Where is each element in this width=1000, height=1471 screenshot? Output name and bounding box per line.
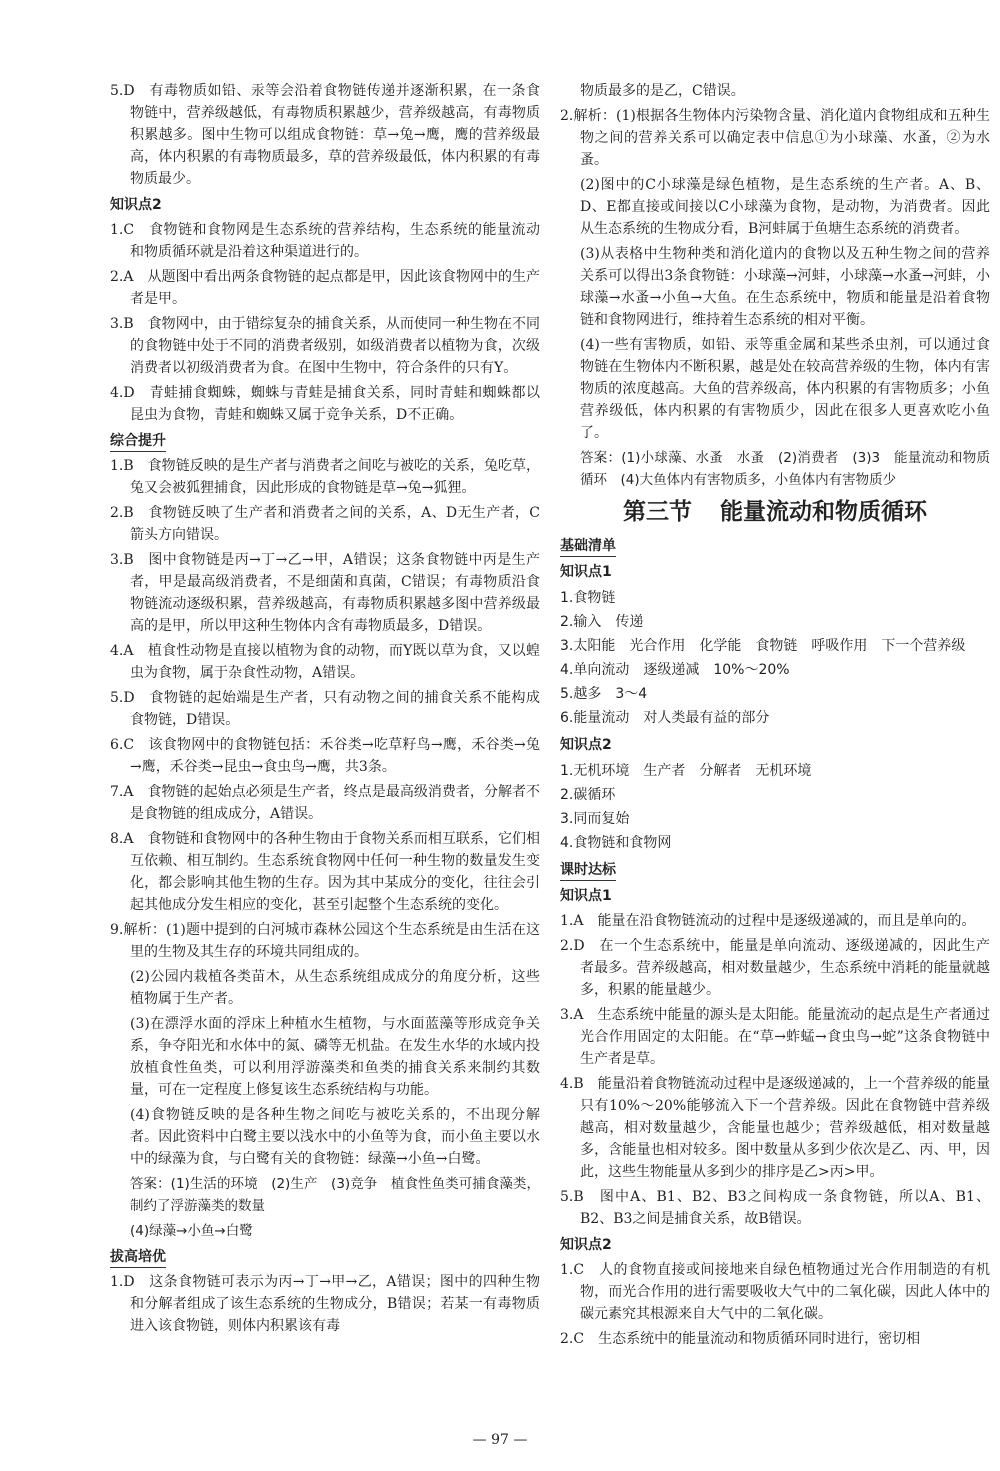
answer-item: 1.C 人的食物直接或间接地来自绿色植物通过光合作用制造的有机物，而光合作用的进行需要吸收大气中的二氧化碳，因此人体中的碳元素究其根源来自大气中的二氧化碳。 (560, 1262, 990, 1322)
section-heading-text: 综合提升 (110, 432, 166, 452)
section-name: 能量流动和物质循环 (720, 499, 927, 525)
answer-item: 5.D 食物链的起始端是生产者，只有动物之间的捕食关系不能构成食物链，D错误。 (110, 690, 540, 728)
list-item: 4.食物链和食物网 (560, 835, 672, 851)
knowledge-point-heading: 知识点2 (110, 197, 162, 213)
answer-item: 5.B 图中A、B1、B2、B3之间构成一条食物链，所以A、B1、B2、B3之间是捕食关系，故B错误。 (560, 1189, 990, 1227)
answer-item: 1.B 食物链反映的是生产者与消费者之间吃与被吃的关系，兔吃草，兔又会被狐狸捕食，因此形成的食物链是草→兔→狐狸。 (110, 458, 540, 496)
answer-key: 答案：(1)生活的环境 (2)生产 (3)竞争 植食性鱼类可捕食藻类，制约了浮游藻类的数量 (130, 1176, 540, 1214)
list-item: 1.食物链 (560, 590, 616, 606)
answer-item: 1.D 这条食物链可表示为丙→丁→甲→乙，A错误；图中的四种生物和分解者组成了该生态系统的生物成分，B错误；若某一有毒物质进入该食物链，则体内积累该有毒 (110, 1274, 540, 1334)
list-item: 6.能量流动 对人类最有益的部分 (560, 710, 770, 726)
answer-item: 8.A 食物链和食物网中的各种生物由于食物关系而相互联系，它们相互依赖、相互制约。生态系统食物网中任何一种生物的数量发生变化，都会影响其他生物的生存。因为其中某成分的变化，往往会引起其他成分发生相应的变化，甚至引起整个生态系统的变化。 (110, 831, 540, 913)
list-item: 1.无机环境 生产者 分解者 无机环境 (560, 763, 812, 779)
answer-item: 2.D 在一个生态系统中，能量是单向流动、逐级递减的，因此生产者最多。营养级越高，相对数量越少，生态系统中消耗的能量就越多，积累的能量越少。 (560, 938, 990, 998)
answer-item: 1.A 能量在沿食物链流动的过程中是逐级递减的，而且是单向的。 (560, 913, 976, 929)
answer-item-continued: (2)公园内栽植各类苗木，从生态系统组成成分的角度分析，这些植物属于生产者。 (130, 969, 540, 1007)
answer-item: 3.A 生态系统中能量的源头是太阳能。能量流动的起点是生产者通过光合作用固定的太阳能。在“草→蚱蜢→食虫鸟→蛇”这条食物链中生产者是草。 (560, 1007, 990, 1067)
answer-item: 1.C 食物链和食物网是生态系统的营养结构，生态系统的能量流动和物质循环就是沿着这种渠道进行的。 (110, 222, 540, 260)
section-heading (110, 430, 540, 452)
answer-item: 2.B 食物链反映了生产者和消费者之间的关系，A、D无生产者，C箭头方向错误。 (110, 505, 540, 543)
section-heading-text: 课时达标 (560, 861, 616, 881)
answer-item: 5.D 有毒物质如铅、汞等会沿着食物链传递并逐渐积累，在一条食物链中，营养级越低，有毒物质积累越少，营养级越高，有毒物质积累越多。图中生物可以组成食物链：草→兔→鹰，鹰的营养级最高，体内积累的有毒物质最多，草的营养级最低，体内积累的有毒物质最少。 (110, 83, 540, 187)
answer-item: 2.解析：(1)根据各生物体内污染物含量、消化道内食物组成和五种生物之间的营养关系可以确定表中信息①为小球藻、水蚤，②为水蚤。 (560, 108, 990, 168)
answer-item: 3.B 食物网中，由于错综复杂的捕食关系，从而使同一种生物在不同的食物链中处于不同的消费者级别，如级消费者以植物为食，次级消费者以初级消费者为食。在图中生物中，符合条件的只有Y。 (110, 316, 540, 376)
section-heading (110, 1246, 540, 1268)
answer-item: 7.A 食物链的起始点必须是生产者，终点是最高级消费者，分解者不是食物链的组成成分，A错误。 (110, 784, 540, 822)
answer-item-continued: 物质最多的是乙，C错误。 (580, 83, 745, 99)
section-heading-text: 拔高培优 (110, 1248, 166, 1268)
answer-item-continued: (3)在漂浮水面的浮床上种植水生植物，与水面蓝藻等形成竞争关系，争夺阳光和水体中的氮、磷等无机盐。在发生水华的水域内投放植食性鱼类，可以利用浮游藻类和鱼类的捕食关系来制约其数量，可在一定程度上修复该生态系统结构与功能。 (130, 1016, 540, 1098)
answer-item: 4.D 青蛙捕食蜘蛛，蜘蛛与青蛙是捕食关系，同时青蛙和蜘蛛都以昆虫为食物，青蛙和蜘蛛又属于竞争关系，D不正确。 (110, 385, 540, 423)
answer-item-continued: (4)一些有害物质，如铅、汞等重金属和某些杀虫剂，可以通过食物链在生物体内不断积累，越是处在较高营养级的生物，体内有害物质的浓度越高。大鱼的营养级高，体内积累的有害物质多；小鱼营养级低，体内积累的有害物质少，因此在很多人更喜欢吃小鱼了。 (580, 337, 990, 441)
answer-item: 3.B 图中食物链是丙→丁→乙→甲，A错误；这条食物链中丙是生产者，甲是最高级消费者，不是细菌和真菌，C错误；有毒物质沿食物链流动逐级积累，营养级越高，有毒物质积累越多图中营养级最高的是甲，所以甲这种生物体内含有毒物质最多，D错误。 (110, 552, 540, 634)
answer-item-continued: (3)从表格中生物种类和消化道内的食物以及五种生物之间的营养关系可以得出3条食物链：小球藻→河蚌，小球藻→水蚤→河蚌，小球藻→水蚤→小鱼→大鱼。在生态系统中，物质和能量是沿着食物链和食物网进行，维持着生态系统的相对平衡。 (580, 246, 990, 328)
answer-item: 2.A 从题图中看出两条食物链的起点都是甲，因此该食物网中的生产者是甲。 (110, 269, 540, 307)
right-column (560, 80, 990, 1353)
section-number: 第三节 (623, 499, 692, 525)
list-item: 3.太阳能 光合作用 化学能 食物链 呼吸作用 下一个营养级 (560, 638, 966, 654)
answer-item-continued: (4)食物链反映的是各种生物之间吃与被吃关系的，不出现分解者。因此资料中白鹭主要以浅水中的小鱼等为食，而小鱼主要以水中的绿藻为食，与白鹭有关的食物链：绿藻→小鱼→白鹭。 (130, 1107, 540, 1167)
answer-item-continued: (2)图中的C小球藻是绿色植物，是生态系统的生产者。A、B、D、E都直接或间接以C小球藻为食物，是动物，为消费者。因此从生态系统的生物成分看，B河蚌属于鱼塘生态系统的消费者。 (580, 177, 990, 237)
list-item: 5.越多 3～4 (560, 686, 648, 702)
knowledge-point-heading: 知识点2 (560, 737, 612, 753)
list-item: 3.同而复始 (560, 811, 630, 827)
list-item: 2.输入 传递 (560, 614, 644, 630)
knowledge-point-heading: 知识点1 (560, 888, 612, 904)
answer-item: 4.A 植食性动物是直接以植物为食的动物，而Y既以草为食，又以蝗虫为食物，属于杂食性动物，A错误。 (110, 643, 540, 681)
section-heading-text: 基础清单 (560, 537, 616, 557)
page-number: — 97 — (472, 1432, 528, 1448)
answer-key: (4)绿藻→小鱼→白鹭 (130, 1223, 253, 1239)
answer-item: 6.C 该食物网中的食物链包括：禾谷类→吃草籽鸟→鹰，禾谷类→兔→鹰，禾谷类→昆虫→食虫鸟→鹰，共3条。 (110, 737, 540, 775)
section-heading (560, 535, 990, 557)
section-title (560, 495, 990, 529)
section-heading (560, 859, 990, 881)
knowledge-point-heading: 知识点2 (560, 1237, 612, 1253)
answer-item: 4.B 能量沿着食物链流动过程中是逐级递减的，上一个营养级的能量只有10%～20%能够流入下一个营养级。因此在食物链中营养级越高，相对数量越少，含能量也越少；营养级越低，相对数量越多，含能量也相对较多。图中数量从多到少依次是乙、丙、甲，因此，这些生物能量从多到少的排序是乙>丙>甲。 (560, 1076, 990, 1180)
answer-key: 答案：(1)小球藻、水蚤 水蚤 (2)消费者 (3)3 能量流动和物质循环 (4)大鱼体内有害物质多，小鱼体内有害物质少 (580, 450, 990, 488)
list-item: 2.碳循环 (560, 787, 616, 803)
left-column (110, 80, 540, 1340)
answer-item: 2.C 生态系统中的能量流动和物质循环同时进行，密切相 (560, 1331, 921, 1347)
knowledge-point-heading: 知识点1 (560, 564, 612, 580)
list-item: 4.单向流动 逐级递减 10%～20% (560, 662, 790, 678)
answer-item: 9.解析：(1)题中提到的白河城市森林公园这个生态系统是由生活在这里的生物及其生存的环境共同组成的。 (110, 922, 540, 960)
